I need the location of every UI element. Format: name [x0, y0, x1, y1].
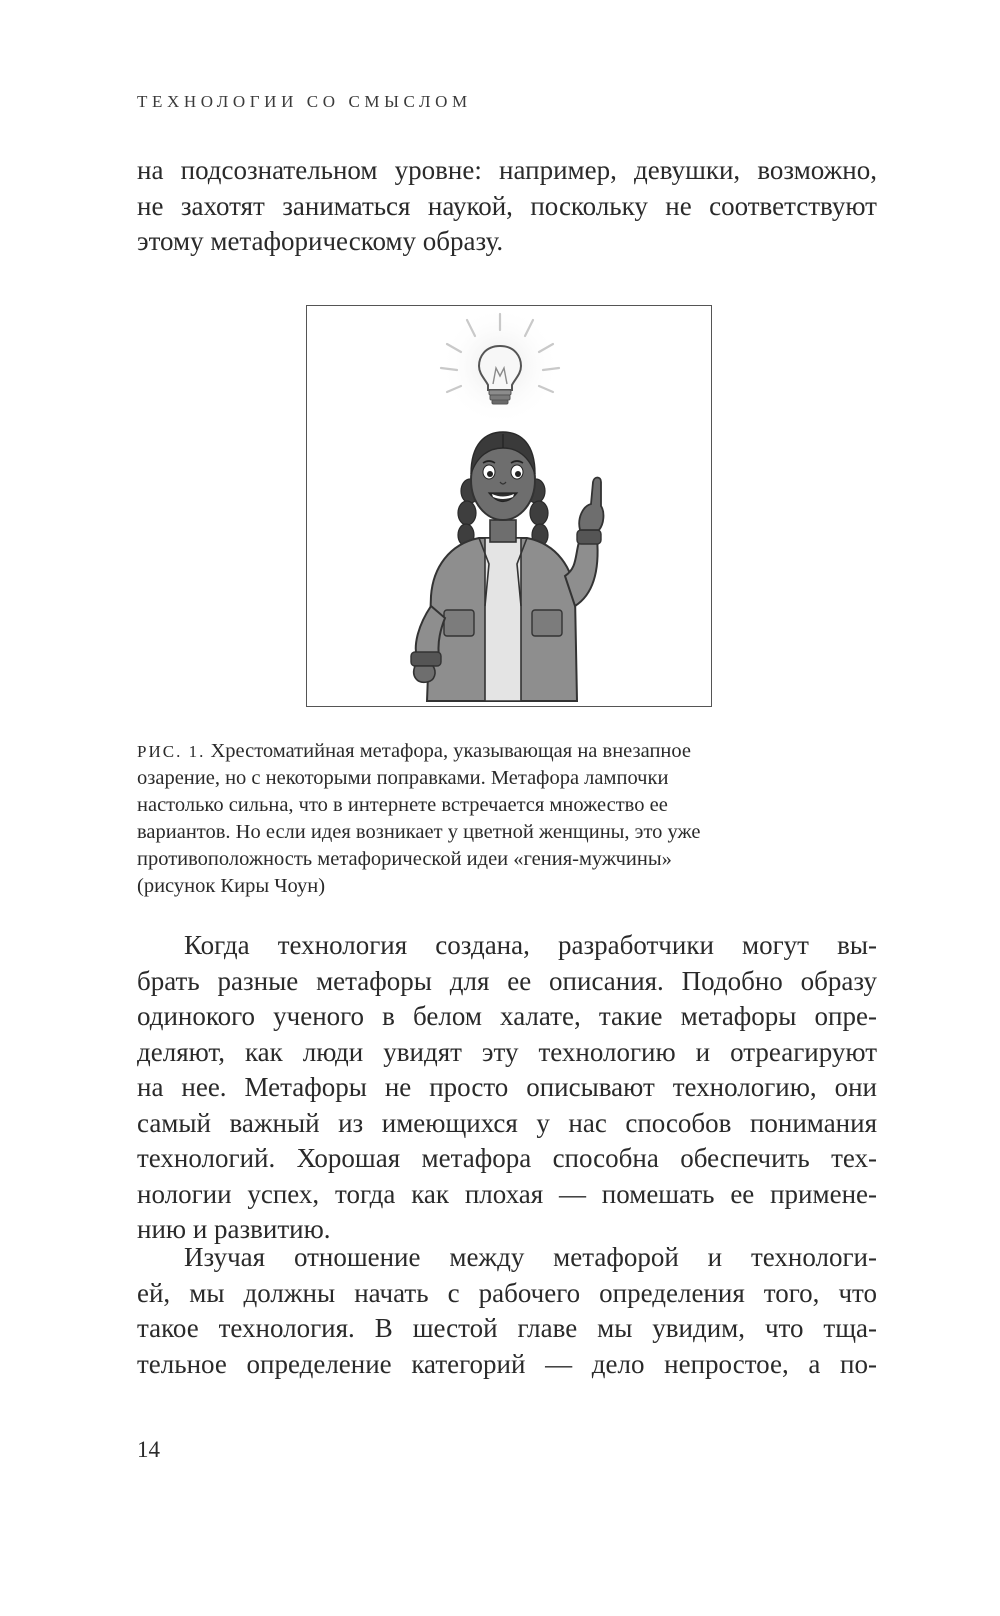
raised-arm	[565, 478, 603, 607]
girl-with-lightbulb-illustration	[307, 306, 710, 705]
caption-line: вариантов. Но если идея возникает у цветной женщины, это уже	[137, 821, 701, 843]
text-line: на подсознательном уровне: например, девушки, возможно,	[137, 155, 877, 185]
paragraph-1	[137, 928, 877, 1248]
figure-caption	[137, 738, 877, 900]
text-line: Изучая отношение между метафорой и технологи-	[184, 1242, 877, 1272]
caption-line: противоположность метафорической идеи «гения-мужчины»	[137, 848, 672, 870]
text-line: одинокого ученого в белом халате, такие метафоры опре-	[137, 1001, 877, 1031]
text-line: технологий. Хорошая метафора способна обеспечить тех-	[137, 1143, 877, 1173]
text-line: ей, мы должны начать с рабочего определения того, что	[137, 1277, 877, 1308]
text-line: нологии успех, тогда как плохая — помешать ее примене-	[137, 1178, 877, 1209]
caption-line: настолько сильна, что в интернете встречается множество ее	[137, 794, 668, 816]
figure-label: РИС. 1.	[137, 742, 206, 761]
text-line: на нее. Метафоры не просто описывают технологию, они	[137, 1072, 877, 1102]
jacket	[427, 538, 577, 701]
neck	[490, 520, 516, 542]
text-line: брать разные метафоры для ее описания. Подобно образу	[137, 965, 877, 996]
text-line: Когда технология создана, разработчики могут вы-	[184, 930, 877, 960]
caption-line: озарение, но с некоторыми поправками. Метафора лампочки	[137, 767, 669, 789]
running-header: ТЕХНОЛОГИИ СО СМЫСЛОМ	[137, 92, 472, 111]
text-line: самый важный из имеющихся у нас способов понимания	[137, 1107, 877, 1138]
text-line: тельное определение категорий — дело непростое, а по-	[137, 1348, 877, 1379]
text-line: этому метафорическому образу.	[137, 226, 504, 256]
intro-text	[137, 153, 877, 260]
caption-line: (рисунок Киры Чоун)	[137, 875, 326, 897]
caption-line: РИС. 1. Хрестоматийная метафора, указывающая на внезапное	[137, 740, 691, 762]
girl-face	[471, 432, 535, 520]
paragraph-2	[137, 1240, 877, 1382]
figure-illustration	[306, 305, 712, 707]
page-number: 14	[137, 1437, 160, 1462]
text-line: нию и развитию.	[137, 1214, 331, 1244]
text-line: деляют, как люди увидят эту технологию и отреагируют	[137, 1036, 877, 1067]
text-line: такое технология. В шестой главе мы увидим, что тща-	[137, 1313, 877, 1343]
text-line: не захотят заниматься наукой, поскольку не соответствуют	[137, 190, 877, 221]
